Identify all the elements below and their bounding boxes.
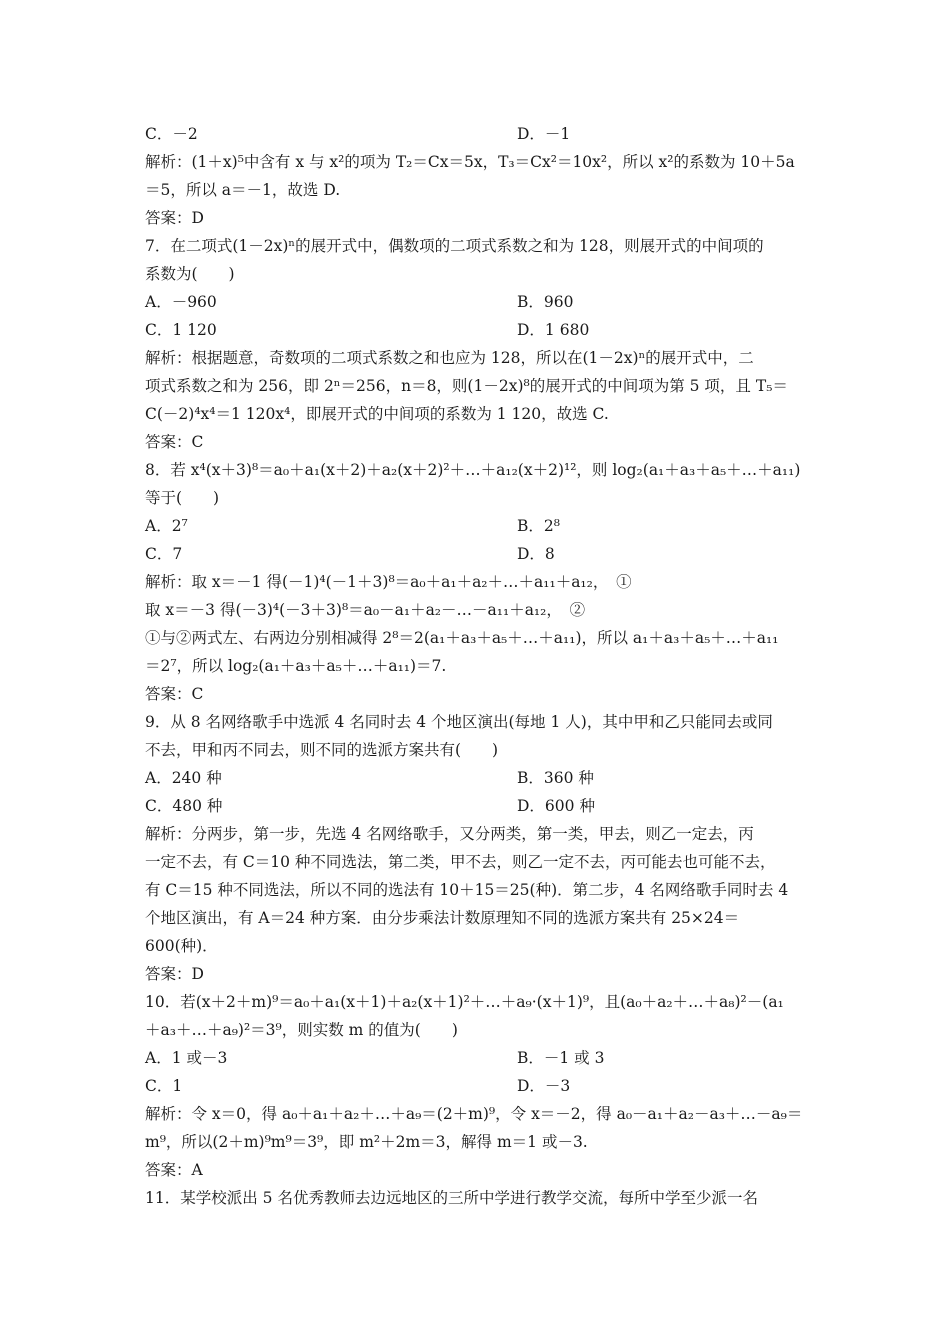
q9-solution-line-2: 一定不去，有 C＝10 种不同选法，第二类，甲不去，则乙一定不去，丙可能去也可能不去， [145, 853, 776, 871]
q9-solution-line-1: 解析：分两步，第一步，先选 4 名网络歌手，又分两类，第一类，甲去，则乙一定去，丙 [145, 825, 754, 843]
q8-option-b: B．2⁸ [517, 517, 560, 535]
q8-option-a: A．2⁷ [145, 517, 188, 535]
q7-solution-line-2: 项式系数之和为 256，即 2ⁿ＝256，n＝8，则(1－2x)⁸的展开式的中间项为第 5 项，且 T₅＝ [145, 377, 788, 395]
q7-option-b: B．960 [517, 293, 574, 311]
q8-solution-line-4: ＝2⁷，所以 log₂(a₁＋a₃＋a₅＋…＋a₁₁)＝7. [145, 657, 447, 675]
q10-solution-line-2: m⁹，所以(2＋m)⁹m⁹＝3⁹，即 m²＋2m＝3，解得 m＝1 或－3. [145, 1133, 588, 1151]
q10-stem-line-2: ＋a₃＋…＋a₉)²＝3⁹，则实数 m 的值为( ) [145, 1021, 458, 1039]
q8-option-d: D．8 [517, 545, 555, 563]
q7-option-a: A．－960 [145, 293, 217, 311]
q7-options-ab [145, 292, 805, 312]
q9-stem-line-1: 9．从 8 名网络歌手中选派 4 名同时去 4 个地区演出(每地 1 人)，其中甲和乙只能同去或同 [145, 713, 773, 731]
q10-options-cd [145, 1076, 805, 1096]
q9-solution-line-4: 个地区演出，有 A＝24 种方案．由分步乘法计数原理知不同的选派方案共有 25×24＝ [145, 909, 740, 927]
q10-solution-line-1: 解析：令 x＝0，得 a₀＋a₁＋a₂＋…＋a₉＝(2＋m)⁹，令 x＝－2，得 a₀－a₁＋a₂－a₃＋…－a₉＝ [145, 1105, 803, 1123]
q8-stem-line-2: 等于( ) [145, 489, 220, 507]
q8-option-c: C．7 [145, 545, 183, 563]
q9-option-c: C．480 种 [145, 797, 223, 815]
q11-stem-line-1: 11．某学校派出 5 名优秀教师去边远地区的三所中学进行教学交流，每所中学至少派一名 [145, 1189, 758, 1207]
q7-option-c: C．1 120 [145, 321, 217, 339]
q10-stem-line-1: 10．若(x＋2＋m)⁹＝a₀＋a₁(x＋1)＋a₂(x＋1)²＋…＋a₉·(x＋1)⁹，且(a₀＋a₂＋…＋a₈)²－(a₁ [145, 993, 784, 1011]
q9-option-a: A．240 种 [145, 769, 222, 787]
q7-options-cd [145, 320, 805, 340]
q6-solution-line-2: ＝5，所以 a＝－1，故选 D. [145, 181, 341, 199]
q10-option-d: D．－3 [517, 1077, 571, 1095]
q10-options-ab [145, 1048, 805, 1068]
q8-answer: 答案：C [145, 685, 204, 703]
q6-options-cd [145, 124, 805, 144]
q7-solution-line-1: 解析：根据题意，奇数项的二项式系数之和也应为 128，所以在(1－2x)ⁿ的展开式中，二 [145, 349, 754, 367]
q10-option-b: B．－1 或 3 [517, 1049, 605, 1067]
q8-solution-line-2: 取 x＝－3 得(－3)⁴(－3＋3)⁸＝a₀－a₁＋a₂－…－a₁₁＋a₁₂， ② [145, 601, 586, 619]
q7-answer: 答案：C [145, 433, 204, 451]
q7-stem-line-2: 系数为( ) [145, 265, 235, 283]
q10-answer: 答案：A [145, 1161, 203, 1179]
q8-solution-line-3: ①与②两式左、右两边分别相减得 2⁸＝2(a₁＋a₃＋a₅＋…＋a₁₁)，所以 a₁＋a₃＋a₅＋…＋a₁₁ [145, 629, 779, 647]
q9-answer: 答案：D [145, 965, 204, 983]
q9-solution-line-3: 有 C＝15 种不同选法，所以不同的选法有 10＋15＝25(种)．第二步，4 名网络歌手同时去 4 [145, 881, 789, 899]
q8-options-ab [145, 516, 805, 536]
q10-option-c: C．1 [145, 1077, 183, 1095]
q7-solution-line-3: C(－2)⁴x⁴＝1 120x⁴，即展开式的中间项的系数为 1 120，故选 C. [145, 405, 609, 423]
q10-option-a: A．1 或－3 [145, 1049, 228, 1067]
q7-option-d: D．1 680 [517, 321, 590, 339]
q9-option-b: B．360 种 [517, 769, 594, 787]
q9-option-d: D．600 种 [517, 797, 595, 815]
q8-solution-line-1: 解析：取 x＝－1 得(－1)⁴(－1＋3)⁸＝a₀＋a₁＋a₂＋…＋a₁₁＋a₁₂， ① [145, 573, 632, 591]
q9-solution-line-5: 600(种)． [145, 937, 218, 955]
q7-stem-line-1: 7．在二项式(1－2x)ⁿ的展开式中，偶数项的二项式系数之和为 128，则展开式的中间项的 [145, 237, 764, 255]
q6-option-d: D．－1 [517, 125, 571, 143]
q9-options-ab [145, 768, 805, 788]
q6-option-c: C．－2 [145, 125, 198, 143]
q6-answer: 答案：D [145, 209, 204, 227]
q9-options-cd [145, 796, 805, 816]
q6-solution-line-1: 解析：(1＋x)⁵中含有 x 与 x²的项为 T₂＝Cx＝5x，T₃＝Cx²＝10x²，所以 x²的系数为 10＋5a [145, 153, 795, 171]
q8-options-cd [145, 544, 805, 564]
q8-stem-line-1: 8．若 x⁴(x＋3)⁸＝a₀＋a₁(x＋2)＋a₂(x＋2)²＋…＋a₁₂(x＋2)¹²，则 log₂(a₁＋a₃＋a₅＋…＋a₁₁) [145, 461, 801, 479]
q9-stem-line-2: 不去，甲和丙不同去，则不同的选派方案共有( ) [145, 741, 499, 759]
